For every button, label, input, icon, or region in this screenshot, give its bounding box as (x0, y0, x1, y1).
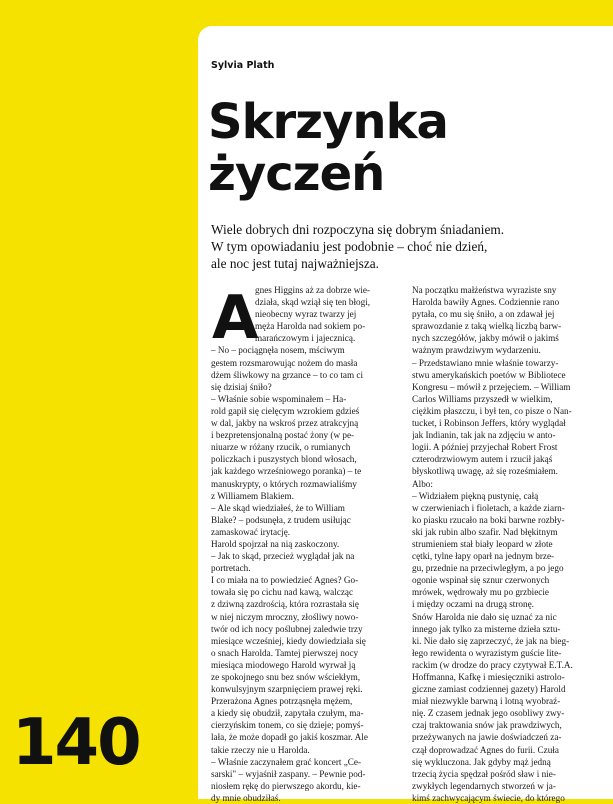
body-text-line: nieobecny wyraz twarzy jej (255, 309, 357, 320)
article-title (208, 96, 448, 200)
body-text-line: dy mnie obudziłaś. (211, 792, 281, 803)
body-text-line: Albo: (412, 478, 433, 489)
body-text-line: Przerażona Agnes potrząsnęła mężem, (211, 696, 353, 707)
body-text-line: męża Harolda nad sokiem po- (255, 321, 366, 332)
body-text-line: Snów Harolda nie dało się uznać za nic (412, 611, 557, 622)
body-text-line: cierzyńskim tonem, co się dzieje; pomyś- (211, 720, 364, 731)
body-text-line: I co miała na to powiedzieć Agnes? Go- (211, 575, 359, 586)
body-text-line: cętki, tylne łapy oparł na jednym brze- (412, 551, 555, 562)
body-text-line: a kiedy się obudził, zapytała czułym, ma- (211, 708, 364, 719)
body-text-line: tucket, i Robinson Jeffers, który wyglądał (412, 418, 566, 429)
body-text-line: marańczowym i jajecznicą. (255, 333, 356, 344)
body-text-line: gnes Higgins aż za dobrze wie- (255, 285, 371, 295)
drop-cap: A (212, 283, 259, 353)
body-text-line: miał niezwykle barwną i lotną wyobraź- (412, 696, 561, 707)
body-text-line: – Przedstawiano mnie właśnie towarzy- (412, 357, 559, 368)
body-text-line: trzecią życia spędzał pośród sław i nie- (412, 768, 556, 779)
body-text-line: konwulsyjnym szarpnięciem prawej ręki. (211, 684, 363, 695)
body-text-line: rackim (w drodze do pracy czytywał E.T.A. (412, 659, 573, 670)
body-text-line: innego jak tylko za misterne dzieła sztu- (412, 623, 561, 634)
body-text-line: niosłem rękę do pierwszego akordu, kie- (211, 780, 361, 791)
body-text-line: – Właśnie sobie wspominałem – Ha- (211, 393, 347, 404)
body-text-line: twór od ich nocy poślubnej zaledwie trzy (211, 623, 363, 634)
page-number: 140 (12, 706, 140, 780)
body-text-line: Na początku małżeństwa wyraziste sny (412, 285, 557, 295)
body-text-line: ciężkim płaszczu, i był ten, co pisze o Nan- (412, 405, 572, 416)
body-text-line: Carlos Williams przyszedł w wielkim, (412, 393, 553, 404)
text-column-1 (211, 284, 399, 804)
body-text-line: zwykłych legendarnych stworzeń w ja- (412, 780, 556, 791)
body-text-line: w czerwieniach i fioletach, a każde ziarn- (412, 502, 565, 513)
body-text-line: sprawozdanie z taką wielką liczbą barw- (412, 321, 562, 332)
body-text-line: gu, przednie na przeciwległym, a po jego (412, 563, 564, 574)
body-text-line: takie rzeczy nie u Harolda. (211, 744, 310, 755)
body-text-line: łego rewidenta o wyrazistym guście lite- (412, 647, 562, 658)
body-text-line: o snach Harolda. Tamtej pierwszej nocy (211, 647, 359, 658)
body-text-line: czaj traktowania snów jak prawdziwych, (412, 720, 562, 731)
body-text-line: logii. A później przyjechał Robert Frost (412, 442, 558, 453)
body-text-line: – No – pociągnęła nosem, mściwym (211, 345, 345, 356)
body-text-line: jak Indianin, tak jak na zdjęciu w anto- (412, 430, 556, 441)
body-text-line: portretach. (211, 563, 251, 574)
body-text-line: się wykluczona. Jak gdyby mąż jedną (412, 756, 551, 767)
body-text-line: sarski" – wyjaśnił zaspany. – Pewnie pod- (211, 768, 366, 779)
body-text-line: działa, skąd wziął się ten błogi, (255, 297, 371, 308)
body-text-line: Hoffmanna, Kafkę i miesięczniki astrolo- (412, 672, 565, 682)
body-text-line: zamaskować irytację. (211, 526, 291, 537)
body-text-line: gestem rozsmarowując nożem do masła (211, 357, 358, 368)
lead-line: Wiele dobrych dni rozpoczyna się dobrym śniadaniem. (211, 222, 505, 237)
body-text-line: kimś zachwycającym świecie, do którego (412, 792, 565, 803)
lead-line: W tym opowiadaniu jest podobnie – choć nie dzień, (211, 239, 488, 254)
body-text-line: ski jak rubin albo szafir. Nad błękitnym (412, 526, 558, 537)
body-text-line: ogonie wspinał się sznur czerwonych (412, 575, 550, 586)
body-text-line: ze spokojnego snu bez snów wściekłym, (211, 672, 361, 682)
body-text-line: z dziwną zazdrością, która rozrastała się (211, 599, 359, 610)
body-text-line: strumieniem stał biały leopard w złote (412, 538, 553, 549)
body-text-line: z Williamem Blakiem. (211, 490, 294, 501)
body-text-line: i między oczami na drugą stronę. (412, 599, 534, 610)
body-text-line: w dal, jakby na wskroś przez atrakcyjną (211, 418, 359, 429)
body-text-line: – Widziałem piękną pustynię, całą (412, 490, 539, 501)
body-text-line: – Ale skąd wiedziałeś, że to William (211, 502, 345, 513)
body-text-line: – Jak to skąd, przecież wyglądał jak na (211, 551, 355, 562)
body-text-line: miesiące wcześniej, kiedy dowiedziała się (211, 635, 366, 646)
body-text-line: się dzisiaj śniło? (211, 381, 272, 392)
body-text-line: miesiąca miodowego Harold wyrwał ją (211, 659, 356, 670)
body-text-line: stwu amerykańskich poetów w Bibliotece (412, 369, 566, 380)
body-text-line: Harold spojrzał na nią zaskoczony. (211, 538, 340, 549)
body-text-line: ko piasku rzucało na boki barwne rozbły- (412, 514, 565, 525)
body-text-line: mrówek, wędrowały mu po grzbiecie (412, 587, 550, 598)
body-text-line: Harolda bawiły Agnes. Codziennie rano (412, 297, 560, 308)
body-text-line: rold gapił się cielęcym wzrokiem gdzieś (211, 405, 360, 416)
body-text-line: ki. Nie dało się zaprzeczyć, że jak na bieg- (412, 635, 570, 646)
body-text-line: przeżywanych na jawie doświadczeń za- (412, 732, 562, 743)
body-text-line: policzkach i puszystych blond włosach, (211, 454, 357, 465)
body-text-line: i bezpretensjonalną postać żony (w pe- (211, 430, 355, 441)
body-text-line: w niej niczym mroczny, złośliwy nowo- (211, 611, 359, 622)
author-name: Sylvia Plath (211, 60, 275, 71)
title-line-2: życzeń (208, 146, 385, 202)
lead-line: ale noc jest tutaj najważniejsza. (211, 256, 379, 271)
body-text-line: czterodrzwiowym autem i rzucił jakąś (412, 454, 553, 465)
body-text-line: czął doprowadzać Agnes do furii. Czuła (412, 744, 559, 755)
body-text-line: giczne zamiast codziennej gazety) Harold (412, 684, 566, 695)
title-line-1: Skrzynka (208, 94, 448, 150)
body-text-line: towała się po cichu nad kawą, walcząc (211, 587, 354, 598)
text-column-2 (412, 284, 602, 804)
body-text-line: pytała, co mu się śniło, a on zdawał jej (412, 309, 555, 320)
body-text-line: Kongresu – mówił z przejęciem. – William (412, 381, 571, 392)
body-text-line: błyskotliwą uwagę, aż się roześmiałem. (412, 466, 558, 477)
body-text-line: nię. Z czasem jednak jego osobliwy zwy- (412, 708, 565, 719)
body-text-line: ważnym prawdziwym wydarzeniu. (412, 345, 541, 356)
body-text-line: jak każdego wrześniowego poranka) – te (211, 466, 362, 477)
body-text-line: – Właśnie zaczynałem grać koncert „Ce- (211, 756, 362, 767)
body-text-line: niuarze w różany rzucik, o rumianych (211, 442, 351, 453)
body-text-line: nych szczegółów, jakby mówił o jakimś (412, 333, 559, 344)
body-text-line: Blake? – podsunęła, z trudem usiłując (211, 514, 351, 525)
body-text-line: dżem śliwkowy na grzance – to co tam ci (211, 369, 364, 380)
lead-paragraph (211, 221, 541, 272)
body-text-line: lała, że może dopadł go jakiś koszmar. Ale (211, 732, 368, 743)
body-text-line: manuskrypty, o których rozmawialiśmy (211, 478, 357, 489)
